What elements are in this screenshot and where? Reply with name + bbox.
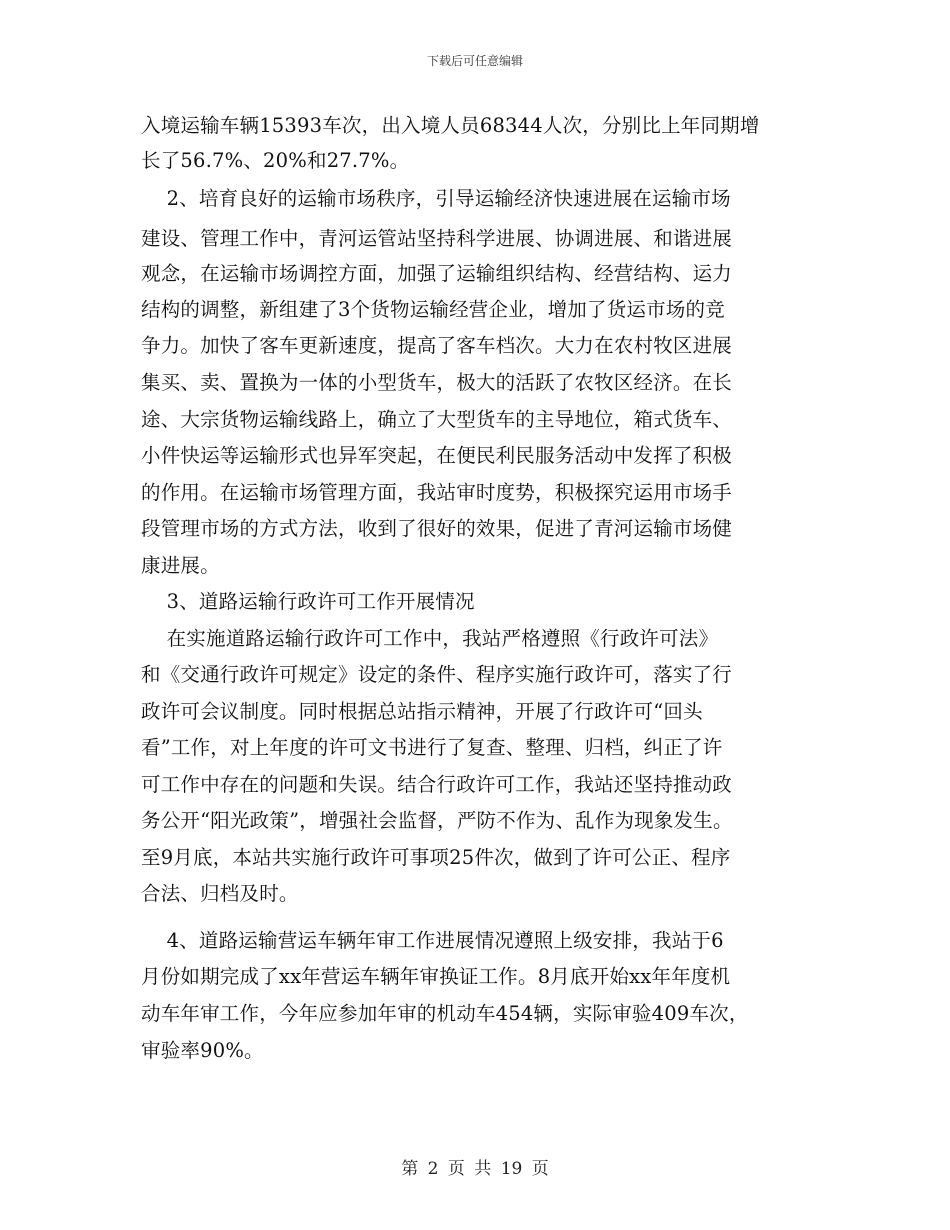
text-line: 4、道路运输营运车辆年审工作进展情况遵照上级安排，我站于6	[141, 929, 724, 952]
text-line: 务公开“阳光政策”，增强社会监督，严防不作为、乱作为现象发生。	[141, 809, 733, 832]
text-line: 和《交通行政许可规定》设定的条件、程序实施行政许可，落实了行	[141, 663, 733, 686]
text-line: 段管理市场的方式方法，收到了很好的效果，促进了青河运输市场健	[141, 517, 733, 540]
page-number: 第 2 页 共 19 页	[401, 1159, 549, 1179]
text-line: 康进展。	[141, 554, 220, 577]
text-line: 争力。加快了客车更新速度，提高了客车档次。大力在农村牧区进展	[141, 334, 733, 357]
text-line: 看”工作，对上年度的许可文书进行了复查、整理、归档，纠正了许	[141, 736, 723, 759]
text-line: 动车年审工作，今年应参加年审的机动车454辆，实际审验409车次，	[141, 1002, 749, 1025]
text-line: 的作用。在运输市场管理方面，我站审时度势，积极探究运用市场手	[141, 481, 733, 504]
text-line: 小件快运等运输形式也异军突起，在便民利民服务活动中发挥了积极	[141, 444, 733, 467]
text-line: 审验率90%。	[141, 1039, 264, 1062]
text-line: 至9月底，本站共实施行政许可事项25件次，做到了许可公正、程序	[141, 846, 731, 869]
text-line: 月份如期完成了xx年营运车辆年审换证工作。8月底开始xx年年度机	[141, 965, 731, 988]
text-line: 入境运输车辆15393车次，出入境人员68344人次，分别比上年同期增	[141, 114, 760, 137]
text-line: 结构的调整，新组建了3个货物运输经营企业，增加了货运市场的竞	[141, 298, 725, 321]
text-line: 集买、卖、置换为一体的小型货车，极大的活跃了农牧区经济。在长	[141, 371, 733, 394]
text-line: 途、大宗货物运输线路上，确立了大型货车的主导地位，箱式货车、	[141, 408, 733, 431]
text-line: 2、培育良好的运输市场秩序，引导运输经济快速进展在运输市场	[141, 187, 731, 210]
text-line: 观念，在运输市场调控方面，加强了运输组织结构、经营结构、运力	[141, 262, 733, 285]
text-line: 在实施道路运输行政许可工作中，我站严格遵照《行政许可法》	[141, 627, 719, 650]
text-line: 建设、管理工作中，青河运管站坚持科学进展、协调进展、和谐进展	[141, 227, 733, 250]
page-header: 下载后可任意编辑	[426, 54, 523, 68]
text-line: 长了56.7%、20%和27.7%。	[141, 149, 410, 172]
text-line: 政许可会议制度。同时根据总站指示精神，开展了行政许可“回头	[141, 700, 703, 723]
text-line: 可工作中存在的问题和失误。结合行政许可工作，我站还坚持推动政	[141, 773, 733, 796]
text-line: 3、道路运输行政许可工作开展情况	[141, 590, 475, 613]
text-line: 合法、归档及时。	[141, 882, 299, 905]
